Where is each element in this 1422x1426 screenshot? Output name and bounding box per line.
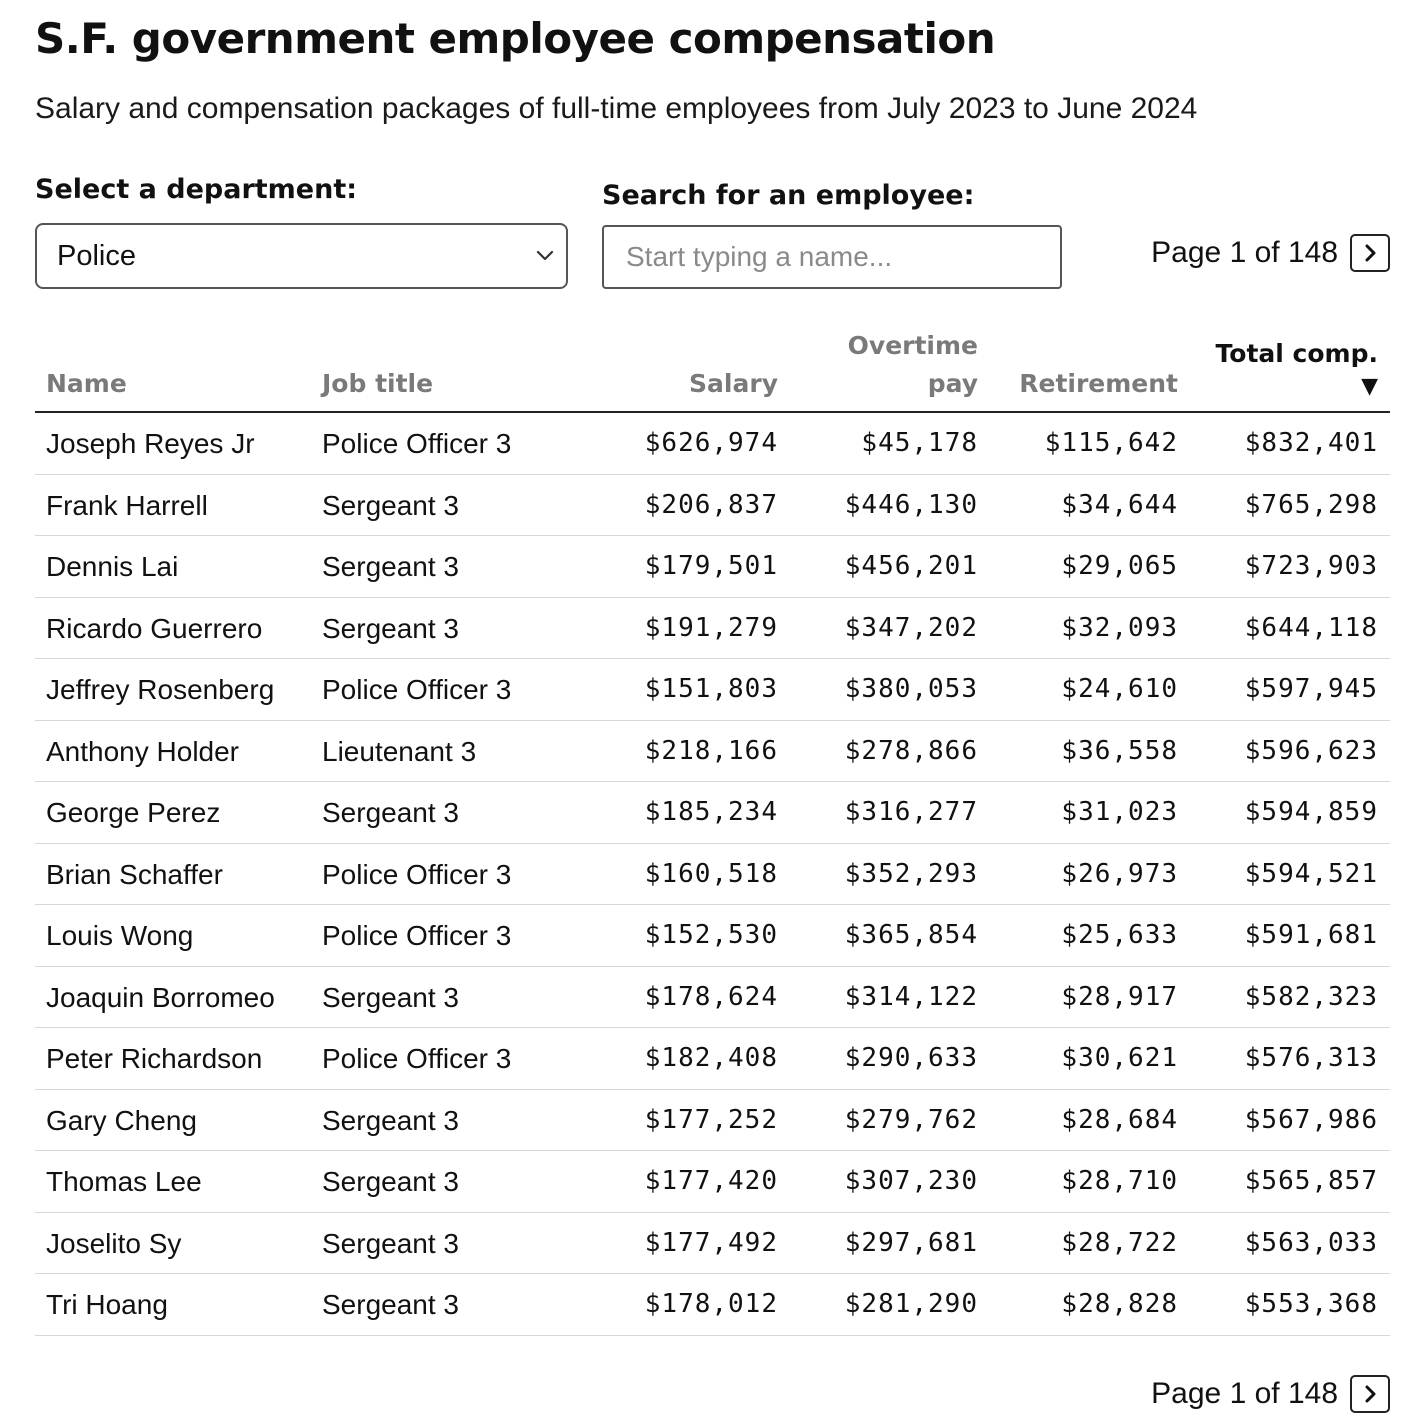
cell-job-title: Police Officer 3 <box>322 674 512 705</box>
cell-total-comp: $723,903 <box>1244 551 1378 581</box>
cell-overtime-pay: $380,053 <box>844 674 978 704</box>
cell-salary: $178,624 <box>644 981 778 1012</box>
cell-salary: $177,492 <box>644 1227 778 1258</box>
table-row <box>35 967 1390 1029</box>
cell-retirement: $34,644 <box>1061 489 1178 520</box>
cell-name: Joaquin Borromeo <box>46 981 275 1013</box>
cell-job-title: Sergeant 3 <box>322 1227 459 1259</box>
cell-overtime-pay: $446,130 <box>844 489 978 520</box>
page-title: S.F. government employee compensation <box>35 14 996 63</box>
department-select[interactable] <box>35 223 568 289</box>
cell-job-title: Police Officer 3 <box>322 428 512 459</box>
cell-name: Joseph Reyes Jr <box>46 428 255 459</box>
cell-total-comp: $596,623 <box>1244 735 1378 766</box>
cell-job-title: Sergeant 3 <box>322 981 459 1013</box>
cell-salary: $178,012 <box>644 1289 778 1319</box>
cell-overtime-pay: $307,230 <box>844 1166 978 1196</box>
page-indicator-bottom: Page 1 of 148 <box>1151 1377 1338 1410</box>
cell-name: Dennis Lai <box>46 551 179 582</box>
chevron-right-icon <box>1360 1384 1380 1404</box>
table-row <box>35 413 1390 475</box>
table-row <box>35 1028 1390 1090</box>
pagination-top <box>1151 234 1390 272</box>
cell-total-comp: $597,945 <box>1244 674 1378 704</box>
table-row <box>35 659 1390 721</box>
department-label: Select a department: <box>35 174 358 205</box>
cell-salary: $179,501 <box>644 551 778 581</box>
next-page-button-bottom[interactable] <box>1350 1375 1390 1413</box>
cell-overtime-pay: $278,866 <box>844 735 978 766</box>
column-header-overtime-line1: Overtime <box>847 331 978 360</box>
column-header-overtime-pay[interactable] <box>848 327 978 403</box>
employee-search-input[interactable] <box>602 225 1062 289</box>
cell-overtime-pay: $290,633 <box>844 1043 978 1073</box>
chevron-right-icon <box>1360 243 1380 263</box>
cell-total-comp: $567,986 <box>1244 1104 1378 1135</box>
cell-retirement: $30,621 <box>1061 1043 1178 1073</box>
column-header-job-title[interactable]: Job title <box>322 369 434 398</box>
cell-job-title: Sergeant 3 <box>322 797 459 828</box>
cell-overtime-pay: $279,762 <box>844 1104 978 1135</box>
cell-total-comp: $644,118 <box>1244 612 1378 643</box>
cell-salary: $151,803 <box>644 674 778 704</box>
cell-salary: $177,420 <box>644 1166 778 1196</box>
cell-job-title: Sergeant 3 <box>322 1104 459 1136</box>
search-label: Search for an employee: <box>602 180 975 211</box>
column-header-salary[interactable]: Salary <box>689 369 778 398</box>
table-row <box>35 782 1390 844</box>
cell-total-comp: $591,681 <box>1244 920 1378 950</box>
column-header-retirement[interactable]: Retirement <box>1019 369 1178 398</box>
cell-total-comp: $832,401 <box>1244 428 1378 458</box>
cell-salary: $626,974 <box>644 428 778 458</box>
cell-name: Tri Hoang <box>46 1289 168 1320</box>
page-indicator: Page 1 of 148 <box>1151 236 1338 269</box>
cell-overtime-pay: $456,201 <box>844 551 978 581</box>
cell-name: Ricardo Guerrero <box>46 612 263 644</box>
table-row <box>35 1090 1390 1152</box>
cell-overtime-pay: $347,202 <box>844 612 978 643</box>
cell-name: Peter Richardson <box>46 1043 263 1074</box>
table-row <box>35 1151 1390 1213</box>
cell-name: Anthony Holder <box>46 735 240 767</box>
cell-total-comp: $553,368 <box>1244 1289 1378 1319</box>
cell-job-title: Police Officer 3 <box>322 1043 512 1074</box>
cell-name: Thomas Lee <box>46 1166 202 1197</box>
column-header-total-comp[interactable] <box>1216 335 1378 401</box>
cell-job-title: Sergeant 3 <box>322 551 459 582</box>
cell-salary: $182,408 <box>644 1043 778 1073</box>
cell-total-comp: $594,859 <box>1244 797 1378 827</box>
table-header <box>35 320 1390 413</box>
pagination-bottom <box>1151 1375 1390 1413</box>
cell-job-title: Police Officer 3 <box>322 920 512 951</box>
cell-name: Joselito Sy <box>46 1227 182 1259</box>
cell-retirement: $24,610 <box>1061 674 1178 704</box>
cell-name: Frank Harrell <box>46 489 208 521</box>
compensation-table <box>35 320 1390 1336</box>
cell-salary: $206,837 <box>644 489 778 520</box>
table-body <box>35 413 1390 1336</box>
column-header-total-label: Total comp. <box>1215 339 1378 368</box>
cell-total-comp: $576,313 <box>1244 1043 1378 1073</box>
department-select-value: Police <box>57 239 136 272</box>
table-row <box>35 598 1390 660</box>
table-row <box>35 1274 1390 1336</box>
cell-retirement: $28,828 <box>1061 1289 1178 1319</box>
cell-name: Louis Wong <box>46 920 194 951</box>
cell-total-comp: $594,521 <box>1244 858 1378 889</box>
cell-salary: $152,530 <box>644 920 778 950</box>
cell-job-title: Sergeant 3 <box>322 612 459 644</box>
cell-total-comp: $563,033 <box>1244 1227 1378 1258</box>
cell-name: Jeffrey Rosenberg <box>46 674 275 705</box>
cell-salary: $160,518 <box>644 858 778 889</box>
cell-retirement: $26,973 <box>1061 858 1178 889</box>
cell-salary: $218,166 <box>644 735 778 766</box>
cell-name: Brian Schaffer <box>46 858 223 890</box>
cell-retirement: $29,065 <box>1061 551 1178 581</box>
table-row <box>35 536 1390 598</box>
cell-retirement: $28,917 <box>1061 981 1178 1012</box>
cell-retirement: $28,722 <box>1061 1227 1178 1258</box>
table-row <box>35 721 1390 783</box>
cell-retirement: $36,558 <box>1061 735 1178 766</box>
cell-total-comp: $565,857 <box>1244 1166 1378 1196</box>
cell-salary: $185,234 <box>644 797 778 827</box>
cell-overtime-pay: $352,293 <box>844 858 978 889</box>
cell-overtime-pay: $314,122 <box>844 981 978 1012</box>
cell-job-title: Police Officer 3 <box>322 858 512 890</box>
cell-salary: $191,279 <box>644 612 778 643</box>
cell-retirement: $115,642 <box>1044 428 1178 458</box>
next-page-button[interactable] <box>1350 234 1390 272</box>
cell-retirement: $28,710 <box>1061 1166 1178 1196</box>
cell-overtime-pay: $281,290 <box>844 1289 978 1319</box>
cell-total-comp: $765,298 <box>1244 489 1378 520</box>
cell-retirement: $28,684 <box>1061 1104 1178 1135</box>
cell-overtime-pay: $365,854 <box>844 920 978 950</box>
cell-retirement: $32,093 <box>1061 612 1178 643</box>
cell-job-title: Sergeant 3 <box>322 1289 459 1320</box>
sort-descending-icon: ▼ <box>1361 374 1378 399</box>
cell-job-title: Sergeant 3 <box>322 489 459 521</box>
column-header-name[interactable]: Name <box>46 369 127 398</box>
cell-overtime-pay: $45,178 <box>861 428 978 458</box>
chevron-down-icon <box>534 245 556 267</box>
table-row <box>35 844 1390 906</box>
cell-job-title: Sergeant 3 <box>322 1166 459 1197</box>
table-row <box>35 905 1390 967</box>
table-row <box>35 475 1390 537</box>
page-subtitle: Salary and compensation packages of full-time employees from July 2023 to June 2024 <box>35 92 1198 125</box>
cell-overtime-pay: $316,277 <box>844 797 978 827</box>
cell-name: Gary Cheng <box>46 1104 197 1136</box>
cell-salary: $177,252 <box>644 1104 778 1135</box>
cell-job-title: Lieutenant 3 <box>322 735 477 767</box>
column-header-overtime-line2: pay <box>927 369 978 398</box>
cell-retirement: $31,023 <box>1061 797 1178 827</box>
cell-name: George Perez <box>46 797 221 828</box>
cell-total-comp: $582,323 <box>1244 981 1378 1012</box>
cell-retirement: $25,633 <box>1061 920 1178 950</box>
cell-overtime-pay: $297,681 <box>844 1227 978 1258</box>
table-row <box>35 1213 1390 1275</box>
